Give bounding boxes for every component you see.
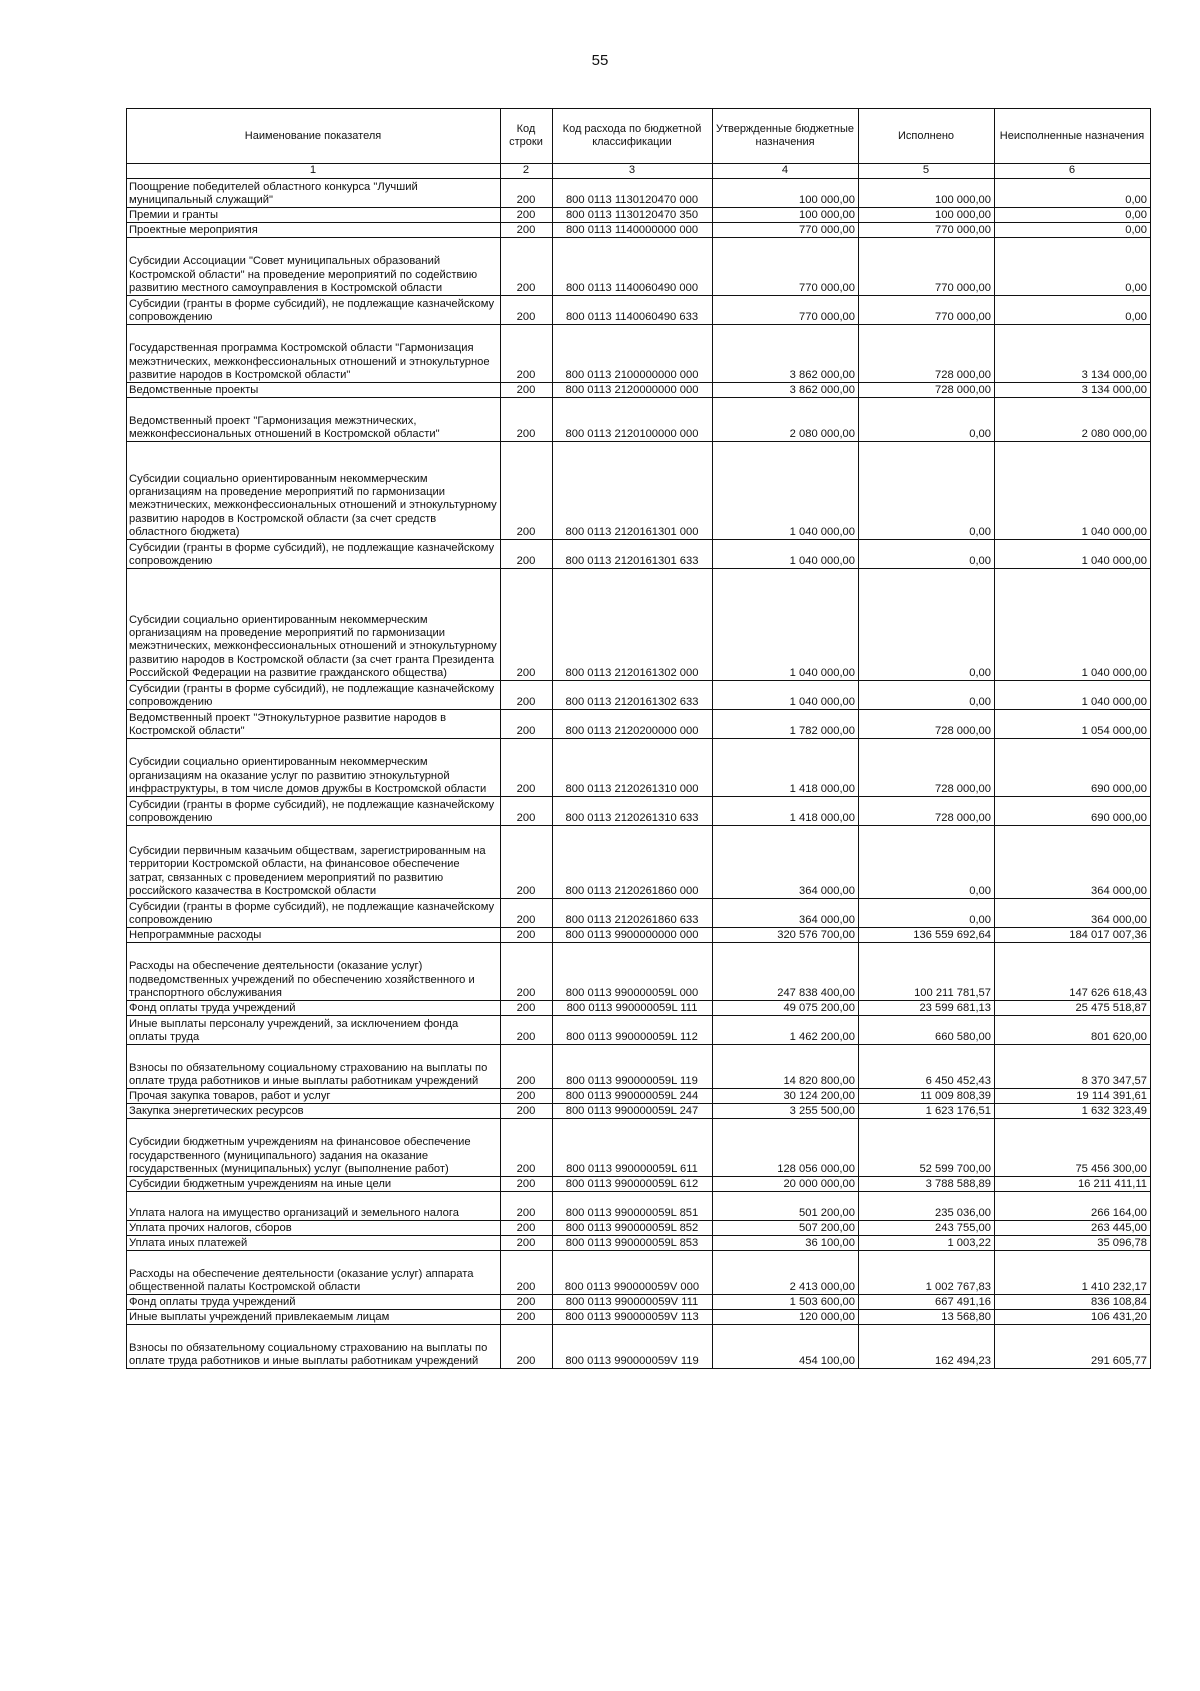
row-code: 200	[501, 1251, 553, 1295]
executed-amount: 1 623 176,51	[859, 1104, 995, 1119]
unexecuted-amount: 1 040 000,00	[995, 681, 1151, 710]
header-approved: Утвержденные бюджетные назначения	[713, 109, 859, 164]
unexecuted-amount: 364 000,00	[995, 826, 1151, 899]
budget-code: 800 0113 2120261310 000	[553, 739, 713, 797]
approved-amount: 454 100,00	[713, 1325, 859, 1369]
unexecuted-amount: 16 211 411,11	[995, 1177, 1151, 1192]
budget-code: 800 0113 2120161302 633	[553, 681, 713, 710]
column-number-row	[127, 164, 1151, 179]
executed-amount: 0,00	[859, 540, 995, 569]
row-name: Ведомственные проекты	[127, 383, 501, 398]
budget-code: 800 0113 2120000000 000	[553, 383, 713, 398]
approved-amount: 770 000,00	[713, 238, 859, 296]
row-name: Государственная программа Костромской области "Гармонизация межэтнических, межконфессиональных отношений и этнокультурное развитие народов в Костромской области"	[127, 325, 501, 383]
unexecuted-amount: 19 114 391,61	[995, 1089, 1151, 1104]
table-row	[127, 1177, 1151, 1192]
table-row	[127, 1089, 1151, 1104]
row-name: Фонд оплаты труда учреждений	[127, 1001, 501, 1016]
row-code: 200	[501, 1089, 553, 1104]
row-code: 200	[501, 928, 553, 943]
table-row	[127, 1221, 1151, 1236]
row-code: 200	[501, 1001, 553, 1016]
row-name: Взносы по обязательному социальному страхованию на выплаты по оплате труда работников и иные выплаты работникам учреждений	[127, 1045, 501, 1089]
executed-amount: 100 000,00	[859, 208, 995, 223]
row-name: Непрограммные расходы	[127, 928, 501, 943]
row-code: 200	[501, 442, 553, 540]
table-row	[127, 943, 1151, 1001]
header-budget-code: Код расхода по бюджетной классификации	[553, 109, 713, 164]
budget-code: 800 0113 990000059L 247	[553, 1104, 713, 1119]
budget-code: 800 0113 2120161301 633	[553, 540, 713, 569]
approved-amount: 1 040 000,00	[713, 569, 859, 681]
unexecuted-amount: 25 475 518,87	[995, 1001, 1151, 1016]
table-row	[127, 1295, 1151, 1310]
table-row	[127, 325, 1151, 383]
row-code: 200	[501, 1045, 553, 1089]
table-row	[127, 681, 1151, 710]
table-row	[127, 1251, 1151, 1295]
row-code: 200	[501, 943, 553, 1001]
unexecuted-amount: 1 040 000,00	[995, 442, 1151, 540]
executed-amount: 770 000,00	[859, 238, 995, 296]
column-number: 3	[553, 164, 713, 179]
executed-amount: 728 000,00	[859, 710, 995, 739]
budget-code: 800 0113 1140060490 633	[553, 296, 713, 325]
row-code: 200	[501, 296, 553, 325]
approved-amount: 120 000,00	[713, 1310, 859, 1325]
column-number: 4	[713, 164, 859, 179]
unexecuted-amount: 147 626 618,43	[995, 943, 1151, 1001]
unexecuted-amount: 0,00	[995, 208, 1151, 223]
header-executed: Исполнено	[859, 109, 995, 164]
row-code: 200	[501, 540, 553, 569]
unexecuted-amount: 3 134 000,00	[995, 383, 1151, 398]
row-code: 200	[501, 1192, 553, 1221]
table-row	[127, 928, 1151, 943]
approved-amount: 1 782 000,00	[713, 710, 859, 739]
row-code: 200	[501, 1016, 553, 1045]
unexecuted-amount: 1 410 232,17	[995, 1251, 1151, 1295]
row-name: Субсидии (гранты в форме субсидий), не подлежащие казначейскому сопровождению	[127, 899, 501, 928]
budget-code: 800 0113 2120100000 000	[553, 398, 713, 442]
header-name: Наименование показателя	[127, 109, 501, 164]
executed-amount: 0,00	[859, 826, 995, 899]
approved-amount: 1 462 200,00	[713, 1016, 859, 1045]
report-body	[127, 179, 1151, 1369]
row-code: 200	[501, 1310, 553, 1325]
unexecuted-amount: 690 000,00	[995, 797, 1151, 826]
unexecuted-amount: 75 456 300,00	[995, 1119, 1151, 1177]
approved-amount: 14 820 800,00	[713, 1045, 859, 1089]
row-name: Субсидии бюджетным учреждениям на финансовое обеспечение государственного (муниципального) задания на оказание государственных (муниципальных) услуг (выполнение работ)	[127, 1119, 501, 1177]
executed-amount: 667 491,16	[859, 1295, 995, 1310]
row-code: 200	[501, 1236, 553, 1251]
table-row	[127, 1045, 1151, 1089]
table-row	[127, 238, 1151, 296]
table-row	[127, 899, 1151, 928]
row-name: Субсидии (гранты в форме субсидий), не подлежащие казначейскому сопровождению	[127, 797, 501, 826]
approved-amount: 3 862 000,00	[713, 383, 859, 398]
row-code: 200	[501, 1119, 553, 1177]
column-number: 1	[127, 164, 501, 179]
unexecuted-amount: 8 370 347,57	[995, 1045, 1151, 1089]
executed-amount: 11 009 808,39	[859, 1089, 995, 1104]
row-name: Субсидии Ассоциации "Совет муниципальных образований Костромской области" на проведение мероприятий по содействию развитию местного самоуправления в Костромской области	[127, 238, 501, 296]
table-row	[127, 1236, 1151, 1251]
table-row	[127, 383, 1151, 398]
approved-amount: 501 200,00	[713, 1192, 859, 1221]
budget-code: 800 0113 990000059L 119	[553, 1045, 713, 1089]
unexecuted-amount: 106 431,20	[995, 1310, 1151, 1325]
unexecuted-amount: 1 632 323,49	[995, 1104, 1151, 1119]
table-row	[127, 208, 1151, 223]
row-name: Расходы на обеспечение деятельности (оказание услуг) подведомственных учреждений по обеспечению хозяйственного и транспортного обслуживания	[127, 943, 501, 1001]
unexecuted-amount: 836 108,84	[995, 1295, 1151, 1310]
executed-amount: 0,00	[859, 569, 995, 681]
row-name: Уплата налога на имущество организаций и земельного налога	[127, 1192, 501, 1221]
approved-amount: 507 200,00	[713, 1221, 859, 1236]
executed-amount: 728 000,00	[859, 797, 995, 826]
approved-amount: 100 000,00	[713, 208, 859, 223]
approved-amount: 770 000,00	[713, 223, 859, 238]
executed-amount: 52 599 700,00	[859, 1119, 995, 1177]
header-unexecuted: Неисполненные назначения	[995, 109, 1151, 164]
unexecuted-amount: 690 000,00	[995, 739, 1151, 797]
table-row	[127, 739, 1151, 797]
row-name: Взносы по обязательному социальному страхованию на выплаты по оплате труда работников и иные выплаты работникам учреждений	[127, 1325, 501, 1369]
budget-code: 800 0113 2120261860 000	[553, 826, 713, 899]
table-row	[127, 1192, 1151, 1221]
executed-amount: 1 002 767,83	[859, 1251, 995, 1295]
row-code: 200	[501, 1221, 553, 1236]
approved-amount: 364 000,00	[713, 899, 859, 928]
row-code: 200	[501, 383, 553, 398]
unexecuted-amount: 0,00	[995, 296, 1151, 325]
budget-code: 800 0113 990000059V 113	[553, 1310, 713, 1325]
executed-amount: 13 568,80	[859, 1310, 995, 1325]
row-name: Проектные мероприятия	[127, 223, 501, 238]
row-code: 200	[501, 1177, 553, 1192]
header-row-code: Код строки	[501, 109, 553, 164]
table-row	[127, 797, 1151, 826]
row-name: Поощрение победителей областного конкурса "Лучший муниципальный служащий"	[127, 179, 501, 208]
unexecuted-amount: 291 605,77	[995, 1325, 1151, 1369]
budget-code: 800 0113 990000059L 611	[553, 1119, 713, 1177]
budget-code: 800 0113 1130120470 350	[553, 208, 713, 223]
executed-amount: 660 580,00	[859, 1016, 995, 1045]
header-row	[127, 109, 1151, 164]
budget-code: 800 0113 9900000000 000	[553, 928, 713, 943]
table-row	[127, 1001, 1151, 1016]
row-name: Субсидии социально ориентированным некоммерческим организациям на проведение мероприятий по гармонизации межэтнических, межконфессиональных отношений и этнокультурному развитию народов в Костромской области (за счет средств областного бюджета)	[127, 442, 501, 540]
page-number: 55	[591, 52, 609, 69]
row-name: Субсидии (гранты в форме субсидий), не подлежащие казначейскому сопровождению	[127, 296, 501, 325]
column-number: 2	[501, 164, 553, 179]
row-name: Прочая закупка товаров, работ и услуг	[127, 1089, 501, 1104]
column-number: 5	[859, 164, 995, 179]
budget-code: 800 0113 990000059L 852	[553, 1221, 713, 1236]
budget-code: 800 0113 1140000000 000	[553, 223, 713, 238]
row-code: 200	[501, 1295, 553, 1310]
budget-code: 800 0113 990000059L 851	[553, 1192, 713, 1221]
executed-amount: 770 000,00	[859, 296, 995, 325]
executed-amount: 3 788 588,89	[859, 1177, 995, 1192]
unexecuted-amount: 263 445,00	[995, 1221, 1151, 1236]
row-code: 200	[501, 238, 553, 296]
row-code: 200	[501, 325, 553, 383]
budget-code: 800 0113 2100000000 000	[553, 325, 713, 383]
budget-code: 800 0113 2120200000 000	[553, 710, 713, 739]
approved-amount: 2 080 000,00	[713, 398, 859, 442]
row-code: 200	[501, 899, 553, 928]
approved-amount: 1 503 600,00	[713, 1295, 859, 1310]
executed-amount: 770 000,00	[859, 223, 995, 238]
table-row	[127, 398, 1151, 442]
approved-amount: 1 040 000,00	[713, 540, 859, 569]
budget-code: 800 0113 990000059L 000	[553, 943, 713, 1001]
row-name: Субсидии социально ориентированным некоммерческим организациям на оказание услуг по развитию этнокультурной инфраструктуры, в том числе домов дружбы в Костромской области	[127, 739, 501, 797]
budget-code: 800 0113 1140060490 000	[553, 238, 713, 296]
executed-amount: 243 755,00	[859, 1221, 995, 1236]
executed-amount: 100 000,00	[859, 179, 995, 208]
row-name: Расходы на обеспечение деятельности (оказание услуг) аппарата общественной палаты Костромской области	[127, 1251, 501, 1295]
approved-amount: 247 838 400,00	[713, 943, 859, 1001]
executed-amount: 728 000,00	[859, 325, 995, 383]
row-code: 200	[501, 797, 553, 826]
approved-amount: 30 124 200,00	[713, 1089, 859, 1104]
table-row	[127, 296, 1151, 325]
unexecuted-amount: 364 000,00	[995, 899, 1151, 928]
budget-code: 800 0113 2120161302 000	[553, 569, 713, 681]
row-name: Уплата иных платежей	[127, 1236, 501, 1251]
unexecuted-amount: 0,00	[995, 179, 1151, 208]
table-row	[127, 826, 1151, 899]
table-row	[127, 1310, 1151, 1325]
budget-code: 800 0113 990000059L 111	[553, 1001, 713, 1016]
table-row	[127, 223, 1151, 238]
row-code: 200	[501, 223, 553, 238]
row-code: 200	[501, 208, 553, 223]
approved-amount: 1 418 000,00	[713, 797, 859, 826]
table-row	[127, 540, 1151, 569]
executed-amount: 162 494,23	[859, 1325, 995, 1369]
unexecuted-amount: 3 134 000,00	[995, 325, 1151, 383]
row-name: Субсидии (гранты в форме субсидий), не подлежащие казначейскому сопровождению	[127, 540, 501, 569]
row-code: 200	[501, 710, 553, 739]
table-row	[127, 179, 1151, 208]
budget-code: 800 0113 2120261310 633	[553, 797, 713, 826]
budget-code: 800 0113 990000059L 112	[553, 1016, 713, 1045]
row-name: Закупка энергетических ресурсов	[127, 1104, 501, 1119]
unexecuted-amount: 1 040 000,00	[995, 540, 1151, 569]
executed-amount: 136 559 692,64	[859, 928, 995, 943]
table-row	[127, 1119, 1151, 1177]
table-row	[127, 1104, 1151, 1119]
executed-amount: 728 000,00	[859, 739, 995, 797]
executed-amount: 6 450 452,43	[859, 1045, 995, 1089]
budget-code: 800 0113 990000059L 244	[553, 1089, 713, 1104]
row-name: Субсидии (гранты в форме субсидий), не подлежащие казначейскому сопровождению	[127, 681, 501, 710]
row-name: Иные выплаты учреждений привлекаемым лицам	[127, 1310, 501, 1325]
approved-amount: 320 576 700,00	[713, 928, 859, 943]
unexecuted-amount: 0,00	[995, 223, 1151, 238]
approved-amount: 770 000,00	[713, 296, 859, 325]
executed-amount: 23 599 681,13	[859, 1001, 995, 1016]
approved-amount: 3 255 500,00	[713, 1104, 859, 1119]
row-name: Ведомственный проект "Этнокультурное развитие народов в Костромской области"	[127, 710, 501, 739]
row-code: 200	[501, 826, 553, 899]
row-code: 200	[501, 1325, 553, 1369]
budget-code: 800 0113 990000059L 612	[553, 1177, 713, 1192]
unexecuted-amount: 184 017 007,36	[995, 928, 1151, 943]
approved-amount: 2 413 000,00	[713, 1251, 859, 1295]
row-name: Субсидии социально ориентированным некоммерческим организациям на проведение мероприятий по гармонизации межэтнических, межконфессиональных отношений и этнокультурному развитию народов в Костромской области (за счет гранта Президента Российской Федерации на развитие гражданского общества)	[127, 569, 501, 681]
row-name: Уплата прочих налогов, сборов	[127, 1221, 501, 1236]
executed-amount: 100 211 781,57	[859, 943, 995, 1001]
row-name: Фонд оплаты труда учреждений	[127, 1295, 501, 1310]
budget-code: 800 0113 1130120470 000	[553, 179, 713, 208]
executed-amount: 0,00	[859, 442, 995, 540]
unexecuted-amount: 1 040 000,00	[995, 569, 1151, 681]
approved-amount: 100 000,00	[713, 179, 859, 208]
unexecuted-amount: 1 054 000,00	[995, 710, 1151, 739]
row-code: 200	[501, 398, 553, 442]
row-code: 200	[501, 569, 553, 681]
approved-amount: 364 000,00	[713, 826, 859, 899]
approved-amount: 49 075 200,00	[713, 1001, 859, 1016]
budget-code: 800 0113 990000059L 853	[553, 1236, 713, 1251]
table-row	[127, 1325, 1151, 1369]
table-row	[127, 1016, 1151, 1045]
approved-amount: 20 000 000,00	[713, 1177, 859, 1192]
row-code: 200	[501, 681, 553, 710]
executed-amount: 0,00	[859, 681, 995, 710]
row-code: 200	[501, 1104, 553, 1119]
budget-code: 800 0113 990000059V 000	[553, 1251, 713, 1295]
budget-code: 800 0113 990000059V 111	[553, 1295, 713, 1310]
budget-code: 800 0113 2120261860 633	[553, 899, 713, 928]
approved-amount: 36 100,00	[713, 1236, 859, 1251]
row-name: Иные выплаты персоналу учреждений, за исключением фонда оплаты труда	[127, 1016, 501, 1045]
budget-code: 800 0113 990000059V 119	[553, 1325, 713, 1369]
approved-amount: 1 040 000,00	[713, 442, 859, 540]
row-code: 200	[501, 179, 553, 208]
table-row	[127, 442, 1151, 540]
row-name: Премии и гранты	[127, 208, 501, 223]
column-number: 6	[995, 164, 1151, 179]
row-name: Ведомственный проект "Гармонизация межэтнических, межконфессиональных отношений в Костромской области"	[127, 398, 501, 442]
table-row	[127, 710, 1151, 739]
unexecuted-amount: 266 164,00	[995, 1192, 1151, 1221]
approved-amount: 1 418 000,00	[713, 739, 859, 797]
row-code: 200	[501, 739, 553, 797]
executed-amount: 0,00	[859, 398, 995, 442]
executed-amount: 1 003,22	[859, 1236, 995, 1251]
row-name: Субсидии первичным казачьим обществам, зарегистрированным на территории Костромской области, на финансовое обеспечение затрат, связанных с проведением мероприятий по развитию российского казачества в Костромской области	[127, 826, 501, 899]
approved-amount: 128 056 000,00	[713, 1119, 859, 1177]
approved-amount: 1 040 000,00	[713, 681, 859, 710]
unexecuted-amount: 2 080 000,00	[995, 398, 1151, 442]
executed-amount: 728 000,00	[859, 383, 995, 398]
executed-amount: 235 036,00	[859, 1192, 995, 1221]
budget-code: 800 0113 2120161301 000	[553, 442, 713, 540]
unexecuted-amount: 801 620,00	[995, 1016, 1151, 1045]
unexecuted-amount: 0,00	[995, 238, 1151, 296]
table-row	[127, 569, 1151, 681]
unexecuted-amount: 35 096,78	[995, 1236, 1151, 1251]
budget-report-table	[126, 108, 1151, 1369]
row-name: Субсидии бюджетным учреждениям на иные цели	[127, 1177, 501, 1192]
approved-amount: 3 862 000,00	[713, 325, 859, 383]
executed-amount: 0,00	[859, 899, 995, 928]
